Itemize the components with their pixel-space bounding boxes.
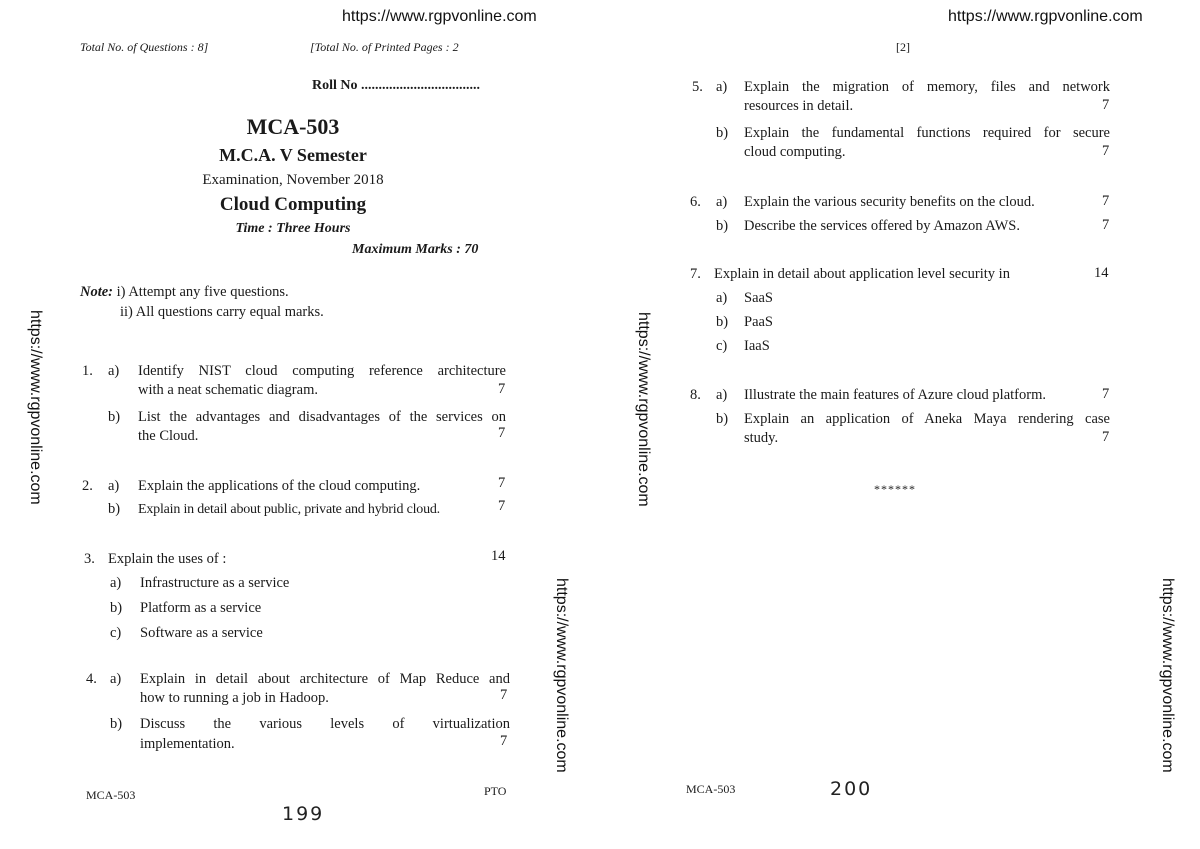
q2a-label: a) [108, 478, 120, 494]
footer-code: MCA-503 [86, 788, 136, 802]
footer-code-page2: MCA-503 [686, 782, 736, 796]
side-url-right[interactable]: https://www.rgpvonline.com [1159, 578, 1176, 773]
exam-session: Examination, November 2018 [202, 172, 384, 188]
q6a-text: Explain the various security benefits on the cloud. [744, 194, 1035, 210]
q8-number: 8. [690, 387, 701, 403]
q3a-text: Infrastructure as a service [140, 575, 290, 591]
q4a-label: a) [110, 671, 122, 687]
q6b-marks: 7 [1102, 217, 1110, 233]
note-label: Note: [80, 284, 114, 300]
q1a-line1: Identify NIST cloud computing reference architecture [138, 363, 506, 379]
q8b-marks: 7 [1102, 429, 1110, 445]
q1a-line2: with a neat schematic diagram. [138, 382, 318, 398]
q7-text: Explain in detail about application level security in [714, 266, 1010, 282]
q7b-label: b) [716, 314, 729, 330]
q1b-label: b) [108, 409, 121, 425]
q1a-marks: 7 [498, 381, 506, 397]
q7a-text: SaaS [744, 290, 773, 306]
note-1-number: i) [116, 284, 126, 300]
q2b-label: b) [108, 501, 121, 517]
q7c-label: c) [716, 338, 728, 354]
q4a-line1: Explain in detail about architecture of Map Reduce and [140, 671, 510, 687]
q8b-label: b) [716, 411, 729, 427]
note-2 [120, 303, 324, 322]
side-url-left[interactable]: https://www.rgpvonline.com [27, 310, 44, 505]
header-url[interactable]: https://www.rgpvonline.com [342, 8, 537, 25]
q5a-line2: resources in detail. [744, 98, 854, 114]
q4b-line2: implementation. [140, 736, 235, 752]
q4b-line1: Discuss the various levels of virtualization [140, 716, 510, 732]
q8a-text: Illustrate the main features of Azure cloud platform. [744, 387, 1046, 403]
q4-number: 4. [86, 671, 97, 687]
handwritten-page-number: 199 [282, 803, 325, 825]
subject-title: Cloud Computing [219, 194, 367, 215]
q2b-text: Explain in detail about public, private and hybrid cloud. [138, 502, 440, 517]
q5b-line1: Explain the fundamental functions required for secure [744, 125, 1110, 141]
q7-number: 7. [690, 266, 701, 282]
q3-marks: 14 [491, 548, 506, 564]
roll-number: Roll No .................................. [312, 78, 480, 93]
maximum-marks: Maximum Marks : 70 [352, 242, 479, 257]
q1b-line1: List the advantages and disadvantages of the services on [138, 409, 506, 425]
note-2-number: ii) [120, 304, 133, 320]
q3c-text: Software as a service [140, 625, 263, 641]
q2-number: 2. [82, 478, 93, 494]
q3b-label: b) [110, 600, 123, 616]
total-questions: Total No. of Questions : 8] [80, 40, 209, 54]
q3b-text: Platform as a service [140, 600, 262, 616]
q6b-label: b) [716, 218, 729, 234]
q4a-marks: 7 [500, 687, 508, 703]
q8a-label: a) [716, 387, 728, 403]
q6a-marks: 7 [1102, 193, 1110, 209]
handwritten-page-number-page2: 200 [830, 778, 873, 800]
q7-marks: 14 [1094, 265, 1109, 281]
note-2-text: All questions carry equal marks. [135, 304, 324, 320]
q8b-line2: study. [744, 430, 779, 446]
side-url-center[interactable]: https://www.rgpvonline.com [635, 312, 652, 507]
q4a-line2: how to running a job in Hadoop. [140, 690, 329, 706]
note-block [80, 283, 289, 302]
q7c-text: IaaS [744, 338, 770, 354]
header-url-page2[interactable]: https://www.rgpvonline.com [948, 8, 1143, 25]
q1-number: 1. [82, 363, 93, 379]
q6-number: 6. [690, 194, 701, 210]
q6b-text: Describe the services offered by Amazon AWS. [744, 218, 1020, 234]
q3a-label: a) [110, 575, 122, 591]
q2a-text: Explain the applications of the cloud computing. [138, 478, 421, 494]
q5b-line2: cloud computing. [744, 144, 846, 160]
q5a-line1: Explain the migration of memory, files and network [744, 79, 1110, 95]
note-1-text: Attempt any five questions. [128, 284, 289, 300]
paper-code: MCA-503 [246, 114, 340, 139]
q5-number: 5. [692, 79, 703, 95]
q2a-marks: 7 [498, 475, 506, 491]
program-title: M.C.A. V Semester [219, 145, 367, 165]
q3-text: Explain the uses of : [108, 551, 227, 567]
q5b-marks: 7 [1102, 143, 1110, 159]
q8b-line1: Explain an application of Aneka Maya rendering case [744, 411, 1110, 427]
page-number: [2] [896, 40, 910, 54]
q1a-label: a) [108, 363, 120, 379]
q1b-marks: 7 [498, 425, 506, 441]
q5a-marks: 7 [1102, 97, 1110, 113]
q1b-line2: the Cloud. [138, 428, 199, 444]
total-printed-pages: [Total No. of Printed Pages : 2 [310, 40, 459, 54]
exam-time: Time : Three Hours [235, 221, 351, 236]
footer-pto: PTO [484, 784, 507, 798]
q3c-label: c) [110, 625, 122, 641]
side-url-middle[interactable]: https://www.rgpvonline.com [553, 578, 570, 773]
end-of-paper-mark: ****** [874, 482, 916, 496]
q8a-marks: 7 [1102, 386, 1110, 402]
q7b-text: PaaS [744, 314, 773, 330]
q6a-label: a) [716, 194, 728, 210]
q5b-label: b) [716, 125, 729, 141]
q2b-marks: 7 [498, 498, 506, 514]
q4b-marks: 7 [500, 733, 508, 749]
q4b-label: b) [110, 716, 123, 732]
q3-number: 3. [84, 551, 95, 567]
q5a-label: a) [716, 79, 728, 95]
q7a-label: a) [716, 290, 728, 306]
